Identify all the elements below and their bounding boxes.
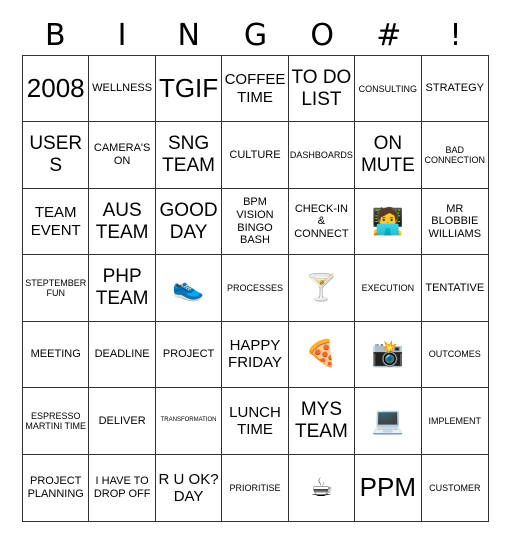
- coffee-cup-icon: ☕: [309, 472, 334, 503]
- bingo-card-grid: [22, 55, 489, 522]
- bingo-cell[interactable]: [89, 122, 155, 188]
- bingo-cell[interactable]: [355, 189, 421, 255]
- bingo-cell-label: DEADLINE: [94, 348, 150, 361]
- bingo-cell[interactable]: [422, 322, 488, 388]
- bingo-cell[interactable]: [89, 455, 155, 521]
- bingo-cell[interactable]: [289, 322, 355, 388]
- laptop-icon: 💻: [371, 405, 405, 436]
- bingo-cell-label: WELLNESS: [92, 82, 153, 95]
- bingo-cell[interactable]: [422, 189, 488, 255]
- bingo-cell-label: LUNCH TIME: [229, 403, 281, 438]
- bingo-cell-label: TGIF: [158, 72, 219, 103]
- bingo-cell-label: R U OK? DAY: [158, 470, 219, 505]
- bingo-cell[interactable]: [23, 56, 89, 122]
- bingo-cell-label: MEETING: [30, 348, 81, 361]
- bingo-cell-label: TENTATIVE: [425, 281, 485, 294]
- bingo-cell-label: ESPRESSO MARTINI TIME: [25, 410, 87, 431]
- bingo-cell[interactable]: [422, 455, 488, 521]
- bingo-cell-label: USERS: [29, 133, 83, 177]
- bingo-cell[interactable]: [156, 189, 222, 255]
- bingo-cell-label: AUS TEAM: [95, 199, 149, 243]
- bingo-cell-label: DASHBOARDS: [289, 149, 353, 160]
- bingo-cell-label: 2008: [26, 72, 85, 103]
- bingo-cell-label: PROJECT PLANNING: [27, 475, 84, 500]
- bingo-cell[interactable]: [355, 255, 421, 321]
- bingo-cell[interactable]: [156, 122, 222, 188]
- bingo-cell[interactable]: [156, 455, 222, 521]
- bingo-cell[interactable]: [222, 122, 288, 188]
- bingo-cell[interactable]: [289, 122, 355, 188]
- header-letter-o: O: [310, 18, 334, 53]
- bingo-cell[interactable]: [89, 388, 155, 454]
- bingo-cell[interactable]: [289, 56, 355, 122]
- bingo-cell[interactable]: [355, 455, 421, 521]
- bingo-cell[interactable]: [355, 388, 421, 454]
- bingo-cell-label: CONSULTING: [358, 83, 418, 94]
- bingo-cell[interactable]: [355, 56, 421, 122]
- bingo-cell-label: TEAM EVENT: [30, 204, 81, 239]
- header-letter-n: N: [177, 18, 200, 53]
- bingo-cell-label: PPM: [359, 471, 417, 502]
- bingo-cell-label: STRATEGY: [425, 82, 485, 95]
- bingo-cell[interactable]: [289, 388, 355, 454]
- bingo-cell-label: PROJECT: [162, 348, 215, 361]
- bingo-cell[interactable]: [289, 189, 355, 255]
- bingo-cell-label: TRANSFORMATION: [160, 417, 217, 424]
- bingo-header: [22, 18, 489, 54]
- bingo-cell[interactable]: [222, 56, 288, 122]
- bingo-cell[interactable]: [355, 322, 421, 388]
- header-letter-b: B: [45, 18, 66, 53]
- bingo-cell[interactable]: [422, 388, 488, 454]
- bingo-cell[interactable]: [156, 255, 222, 321]
- bingo-cell-label: TO DO LIST: [291, 66, 352, 110]
- bingo-cell-label: STEPTEMBER FUN: [25, 277, 87, 298]
- person-laptop-icon: 🧑‍💻: [371, 206, 405, 237]
- bingo-cell[interactable]: [422, 56, 488, 122]
- bingo-cell[interactable]: [89, 189, 155, 255]
- bingo-cell-label: CUSTOMER: [429, 482, 481, 493]
- bingo-cell[interactable]: [156, 56, 222, 122]
- bingo-cell[interactable]: [23, 255, 89, 321]
- bingo-cell[interactable]: [422, 122, 488, 188]
- bingo-cell[interactable]: [355, 122, 421, 188]
- bingo-cell-label: CAMERA'S ON: [93, 142, 151, 168]
- bingo-cell-label: HAPPY FRIDAY: [228, 337, 282, 372]
- running-shoe-icon: 👟: [172, 272, 205, 303]
- bingo-cell[interactable]: [156, 322, 222, 388]
- bingo-cell[interactable]: [156, 388, 222, 454]
- bingo-cell[interactable]: [422, 255, 488, 321]
- bingo-cell[interactable]: [23, 455, 89, 521]
- bingo-cell-label: COFFEE TIME: [224, 71, 286, 106]
- pizza-icon: 🍕: [305, 339, 338, 370]
- cocktail-icon: 🍸: [305, 272, 338, 303]
- bingo-cell-label: MYS TEAM: [295, 399, 348, 442]
- header-letter-g: G: [243, 18, 268, 53]
- bingo-cell[interactable]: [222, 455, 288, 521]
- bingo-cell-label: OUTCOMES: [428, 349, 481, 360]
- bingo-cell-label: BPM VISION BINGO BASH: [236, 196, 274, 247]
- header-hash: #: [376, 18, 402, 53]
- bingo-cell[interactable]: [89, 322, 155, 388]
- bingo-cell[interactable]: [289, 455, 355, 521]
- bingo-cell-label: ON MUTE: [360, 133, 415, 177]
- bingo-cell-label: SNG TEAM: [162, 133, 215, 177]
- bingo-cell-label: BAD CONNECTION: [424, 144, 486, 166]
- bingo-cell-label: PRIORITISE: [229, 482, 281, 493]
- bingo-cell[interactable]: [23, 388, 89, 454]
- bingo-cell-label: IMPLEMENT: [428, 415, 482, 426]
- bingo-cell[interactable]: [289, 255, 355, 321]
- bingo-cell-label: PROCESSES: [226, 282, 283, 293]
- camera-flash-icon: 📸: [371, 339, 405, 370]
- header-letter-i: I: [117, 18, 127, 53]
- bingo-cell[interactable]: [23, 189, 89, 255]
- bingo-cell[interactable]: [89, 56, 155, 122]
- bingo-cell-label: PHP TEAM: [95, 266, 149, 309]
- bingo-cell-label: I HAVE TO DROP OFF: [93, 475, 151, 500]
- bingo-cell-label: GOOD DAY: [159, 199, 218, 243]
- bingo-cell-label: EXECUTION: [361, 282, 415, 293]
- bingo-cell[interactable]: [222, 322, 288, 388]
- bingo-cell[interactable]: [222, 189, 288, 255]
- bingo-cell-label: CULTURE: [229, 148, 281, 161]
- bingo-cell-label: CHECK-IN & CONNECT: [294, 202, 349, 240]
- bingo-cell[interactable]: [23, 122, 89, 188]
- bingo-cell[interactable]: [23, 322, 89, 388]
- header-exclamation: !: [449, 18, 462, 53]
- bingo-cell-label: DELIVER: [98, 414, 146, 427]
- bingo-cell-label: MR BLOBBIE WILLIAMS: [428, 202, 482, 240]
- bingo-cell[interactable]: [222, 388, 288, 454]
- bingo-cell[interactable]: [89, 255, 155, 321]
- bingo-cell[interactable]: [222, 255, 288, 321]
